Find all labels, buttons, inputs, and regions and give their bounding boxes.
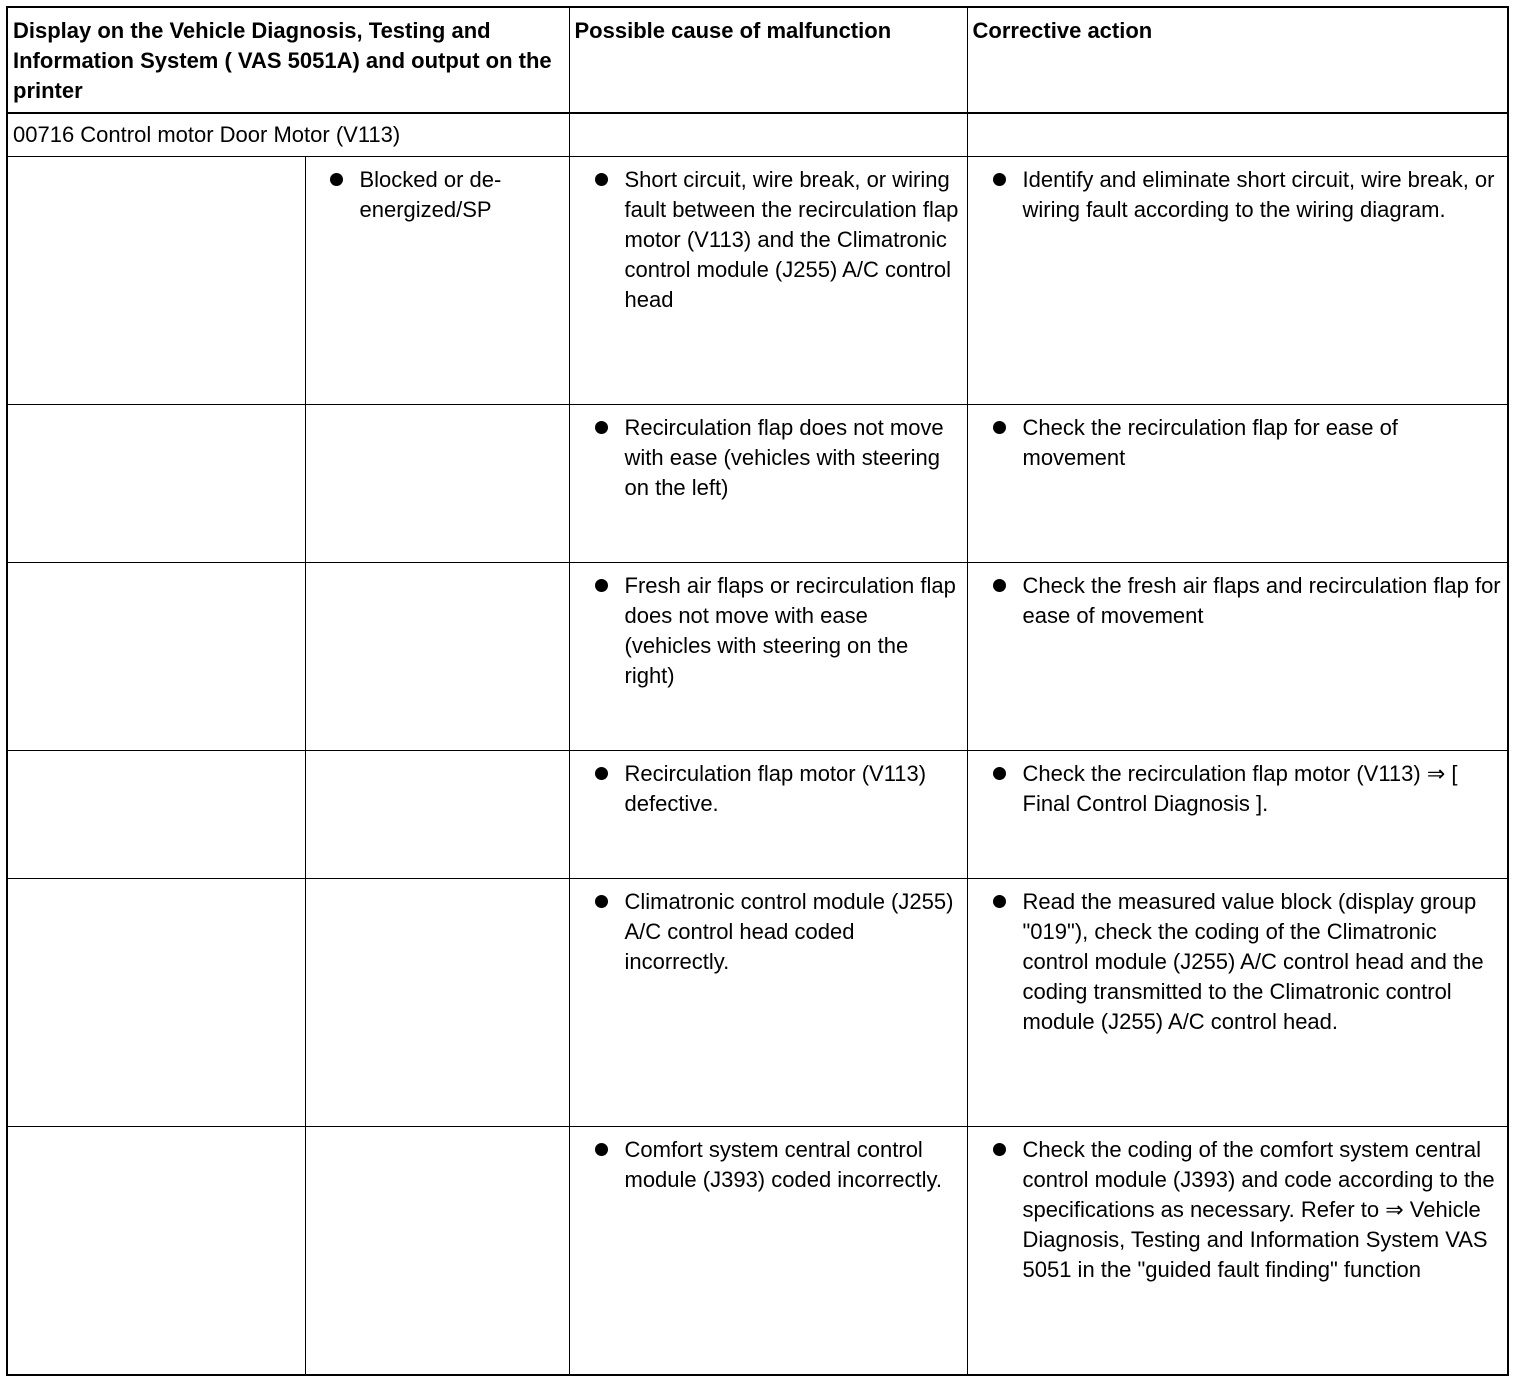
cause-text: Recirculation flap does not move with ease (vehicles with steering on the left) [624,415,944,500]
bullet-icon [595,579,608,592]
cause-cell [569,157,967,405]
empty-cell [967,113,1508,157]
action-cell [967,563,1508,751]
table-row [7,157,1508,405]
table-row [7,1127,1508,1376]
cause-cell [569,1127,967,1376]
cause-cell [569,879,967,1127]
cause-cell [569,751,967,879]
bullet-icon [993,173,1006,186]
bullet-icon [595,767,608,780]
empty-cell [305,405,569,563]
table-row [7,879,1508,1127]
header-action: Corrective action [967,7,1508,113]
bullet-icon [993,767,1006,780]
bullet-icon [993,1143,1006,1156]
empty-cell [569,113,967,157]
header-row [7,7,1508,113]
empty-cell [7,405,305,563]
table-row [7,405,1508,563]
cause-text: Comfort system central control module (J393) coded incorrectly. [624,1137,943,1192]
bullet-icon [595,421,608,434]
empty-cell [305,563,569,751]
empty-cell [305,1127,569,1376]
cause-text: Climatronic control module (J255) A/C control head coded incorrectly. [624,889,954,974]
cause-text: Fresh air flaps or recirculation flap does not move with ease (vehicles with steering on the right) [624,573,956,688]
empty-cell [7,879,305,1127]
action-text: Check the recirculation flap for ease of movement [1022,415,1398,470]
cause-text: Recirculation flap motor (V113) defective. [624,761,927,816]
action-text: Check the recirculation flap motor (V113) ⇒ [ Final Control Diagnosis ]. [1022,761,1458,816]
empty-cell [7,751,305,879]
action-text: Identify and eliminate short circuit, wire break, or wiring fault according to the wiring diagram. [1022,167,1495,222]
action-text: Check the coding of the comfort system central control module (J393) and code according to the specifications as necessary. Refer to ⇒ Vehicle Diagnosis, Testing and Information System VAS 5051 in the "guided fault finding" function [1022,1137,1495,1282]
bullet-icon [993,895,1006,908]
empty-cell [7,1127,305,1376]
sub-condition-cell [305,157,569,405]
bullet-icon [595,895,608,908]
sub-condition: Blocked or de-energized/SP [359,167,502,222]
table-row [7,563,1508,751]
action-cell [967,879,1508,1127]
bullet-icon [595,1143,608,1156]
cause-text: Short circuit, wire break, or wiring fault between the recirculation flap motor (V113) and the Climatronic control module (J255) A/C control head [624,167,959,312]
action-text: Check the fresh air flaps and recirculation flap for ease of movement [1022,573,1501,628]
header-display: Display on the Vehicle Diagnosis, Testing and Information System ( VAS 5051A) and output on the printer [7,7,569,113]
bullet-icon [993,579,1006,592]
action-cell [967,157,1508,405]
action-cell [967,405,1508,563]
diagnosis-table [6,6,1509,1376]
fault-code: 00716 Control motor Door Motor (V113) [7,113,569,157]
bullet-icon [330,173,343,186]
header-cause: Possible cause of malfunction [569,7,967,113]
bullet-icon [595,173,608,186]
fault-code-row [7,113,1508,157]
bullet-icon [993,421,1006,434]
cause-cell [569,563,967,751]
table-row [7,751,1508,879]
empty-cell [305,751,569,879]
action-cell [967,751,1508,879]
empty-cell [305,879,569,1127]
action-cell [967,1127,1508,1376]
action-text: Read the measured value block (display group "019"), check the coding of the Climatronic control module (J255) A/C control head and the coding transmitted to the Climatronic control module (J255) A/C control head. [1022,889,1484,1034]
cause-cell [569,405,967,563]
empty-cell [7,157,305,405]
empty-cell [7,563,305,751]
